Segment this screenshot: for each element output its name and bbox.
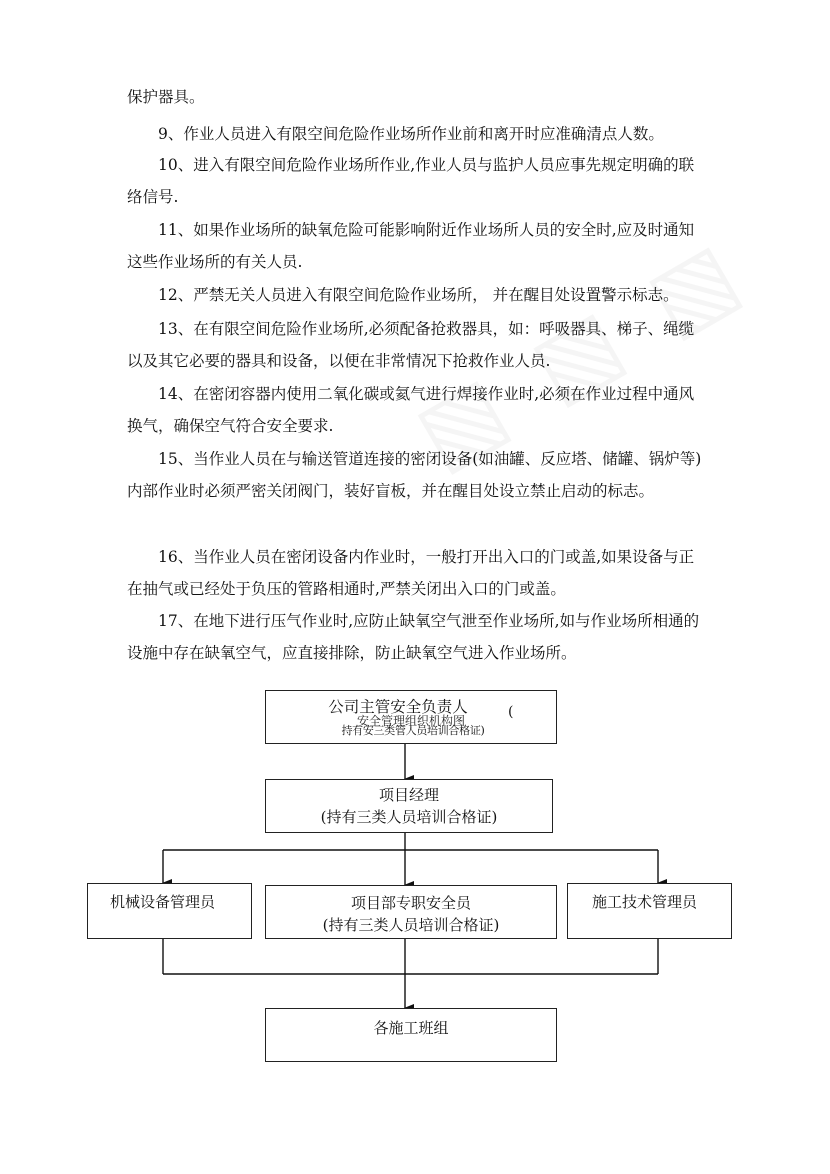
- construction-tech-manager-label: 施工技术管理员: [592, 893, 698, 911]
- company-safety-head-label: 公司主管安全负责人: [328, 698, 468, 716]
- paragraph-14: 14、在密闭容器内使用二氧化碳或氦气进行焊接作业时,必须在作业过程中通风换气，确保空气符合安全要求.: [127, 385, 695, 435]
- org-box-construction-tech-manager: [567, 883, 732, 939]
- paragraph-8-end: 保护器具。: [127, 88, 205, 106]
- org-box-project-safety-officer: [265, 885, 557, 939]
- project-manager-label: 项目经理: [378, 786, 439, 804]
- org-box-construction-teams: [265, 1008, 557, 1062]
- paragraph-11: 11、如果作业场所的缺氧危险可能影响附近作业场所人员的安全时,应及时通知这些作业场所的有关人员.: [127, 221, 695, 271]
- paragraph-16: 16、当作业人员在密闭设备内作业时，一般打开出入口的门或盖,如果设备与正在抽气或已经处于负压的管路相通时,严禁关闭出入口的门或盖。: [127, 548, 695, 598]
- paragraph-15: 15、当作业人员在与输送管道连接的密闭设备(如油罐、反应塔、储罐、锅炉等)内部作业时必须严密关闭阀门，装好盲板，并在醒目处设立禁止启动的标志。: [127, 450, 702, 500]
- project-safety-officer-cert: (持有三类人员培训合格证): [322, 916, 500, 934]
- paragraph-9: 9、作业人员进入有限空间危险作业场所作业前和离开时应准确清点人数。: [158, 125, 664, 143]
- project-manager-cert: (持有三类人员培训合格证): [320, 808, 498, 826]
- company-safety-head-cert: 持有安三类管人员培训合格证): [341, 724, 485, 737]
- paragraph-13: 13、在有限空间危险作业场所,必须配备抢救器具，如：呼吸器具、梯子、绳缆以及其它必要的器具和设备，以便在非常情况下抢救作业人员.: [127, 320, 695, 370]
- paragraph-17: 17、在地下进行压气作业时,应防止缺氧空气泄至作业场所,如与作业场所相通的设施中存在缺氧空气，应直接排除，防止缺氧空气进入作业场所。: [127, 612, 700, 662]
- construction-teams-label: 各施工班组: [373, 1019, 449, 1037]
- org-box-mechanical-equipment-manager: [87, 883, 252, 939]
- project-safety-officer-label: 项目部专职安全员: [350, 894, 471, 912]
- org-box-project-manager: [265, 779, 553, 833]
- org-chart-title-overlap: 安全管理组织机构图: [356, 714, 465, 728]
- open-paren: (: [508, 704, 514, 720]
- org-box-company-safety-head: [265, 690, 557, 744]
- mechanical-equipment-manager-label: 机械设备管理员: [110, 893, 216, 911]
- paragraph-10: 10、进入有限空间危险作业场所作业,作业人员与监护人员应事先规定明确的联络信号.: [127, 156, 695, 206]
- paragraph-12: 12、严禁无关人员进入有限空间危险作业场所， 并在醒目处设置警示标志。: [158, 286, 679, 304]
